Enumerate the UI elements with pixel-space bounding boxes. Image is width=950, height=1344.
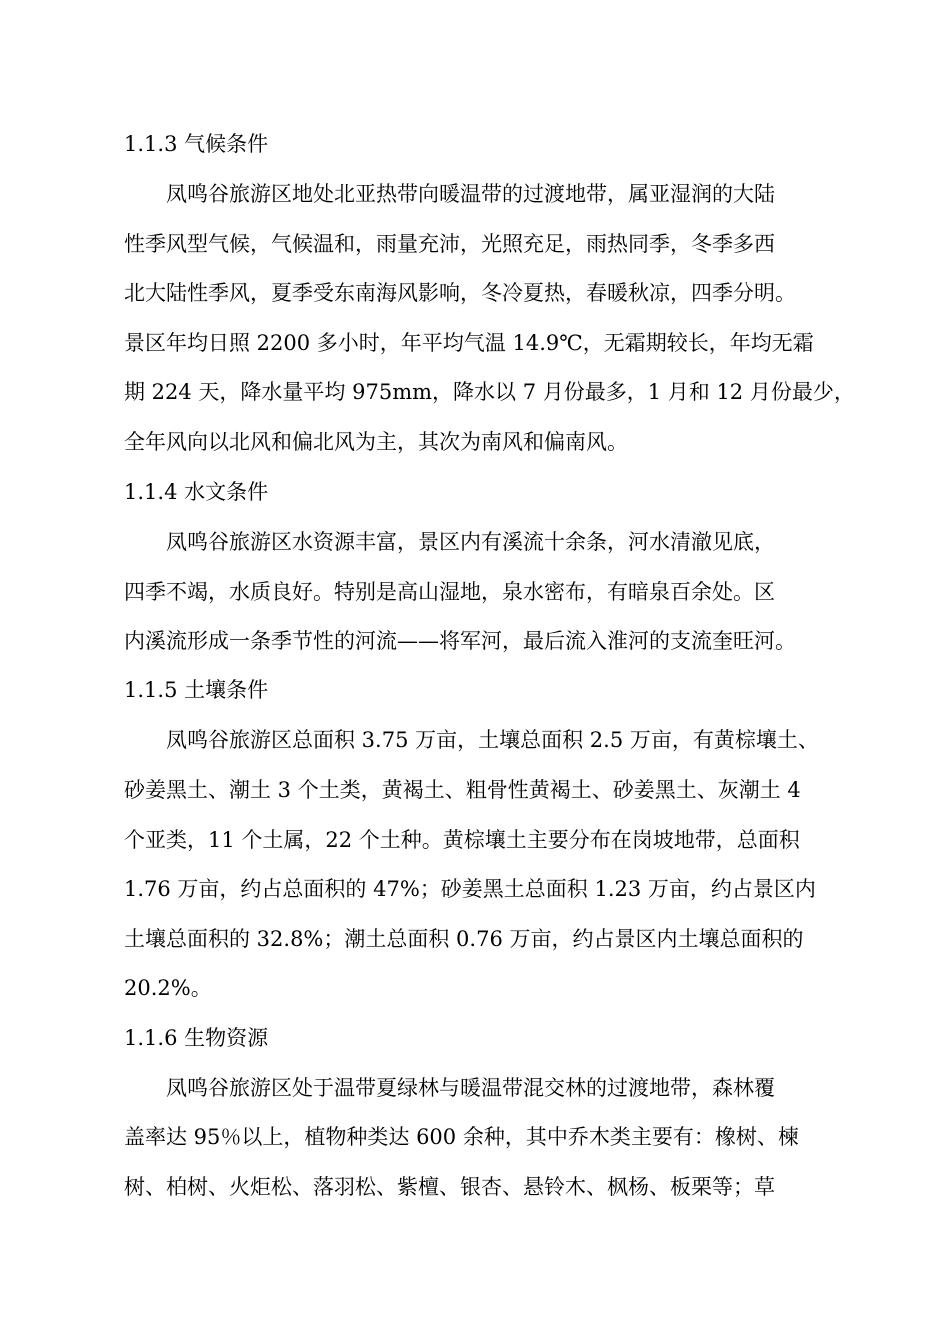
paragraph-line: 树、柏树、火炬松、落羽松、紫檀、银杏、悬铃木、枫杨、板栗等；草 <box>124 1175 775 1199</box>
paragraph-line: 北大陆性季风，夏季受东南海风影响，冬冷夏热，春暖秋凉，四季分明。 <box>124 281 796 305</box>
paragraph-line: 内溪流形成一条季节性的河流——将军河，最后流入淮河的支流奎旺河。 <box>124 629 796 653</box>
paragraph-line: 凤鸣谷旅游区水资源丰富，景区内有溪流十余条，河水清澈见底， <box>166 530 775 554</box>
section-heading-hydrology: 1.1.4 水文条件 <box>124 480 269 504</box>
paragraph-line: 四季不竭，水质良好。特别是高山湿地，泉水密布，有暗泉百余处。区 <box>124 580 775 604</box>
paragraph-line: 砂姜黑土、潮土 3 个土类，黄褐土、粗骨性黄褐土、砂姜黑土、灰潮土 4 <box>124 778 801 802</box>
paragraph-line: 20.2%。 <box>124 976 212 1000</box>
paragraph-line: 全年风向以北风和偏北风为主，其次为南风和偏南风。 <box>124 430 628 454</box>
paragraph-line: 个亚类，11 个土属，22 个土种。黄棕壤土主要分布在岗坡地带，总面积 <box>124 828 800 852</box>
paragraph-line: 性季风型气候，气候温和，雨量充沛，光照充足，雨热同季，冬季多西 <box>124 232 775 256</box>
paragraph-line: 凤鸣谷旅游区地处北亚热带向暖温带的过渡地带，属亚湿润的大陆 <box>166 182 775 206</box>
paragraph-line: 凤鸣谷旅游区处于温带夏绿林与暖温带混交林的过渡地带，森林覆 <box>166 1076 775 1100</box>
paragraph-line: 期 224 天，降水量平均 975mm，降水以 7 月份最多，1 月和 12 月份最少， <box>124 380 855 404</box>
paragraph-line: 盖率达 95％以上，植物种类达 600 余种，其中乔木类主要有：橡树、楝 <box>124 1125 799 1149</box>
section-heading-biology: 1.1.6 生物资源 <box>124 1026 269 1050</box>
paragraph-line: 凤鸣谷旅游区总面积 3.75 万亩，土壤总面积 2.5 万亩，有黄棕壤土、 <box>166 728 819 752</box>
section-heading-climate: 1.1.3 气候条件 <box>124 132 269 156</box>
paragraph-line: 景区年均日照 2200 多小时，年平均气温 14.9℃，无霜期较长，年均无霜 <box>124 331 814 355</box>
section-heading-soil: 1.1.5 土壤条件 <box>124 678 269 702</box>
paragraph-line: 土壤总面积的 32.8%；潮土总面积 0.76 万亩，约占景区内土壤总面积的 <box>124 927 804 951</box>
paragraph-line: 1.76 万亩，约占总面积的 47%；砂姜黑土总面积 1.23 万亩，约占景区内 <box>124 877 816 901</box>
